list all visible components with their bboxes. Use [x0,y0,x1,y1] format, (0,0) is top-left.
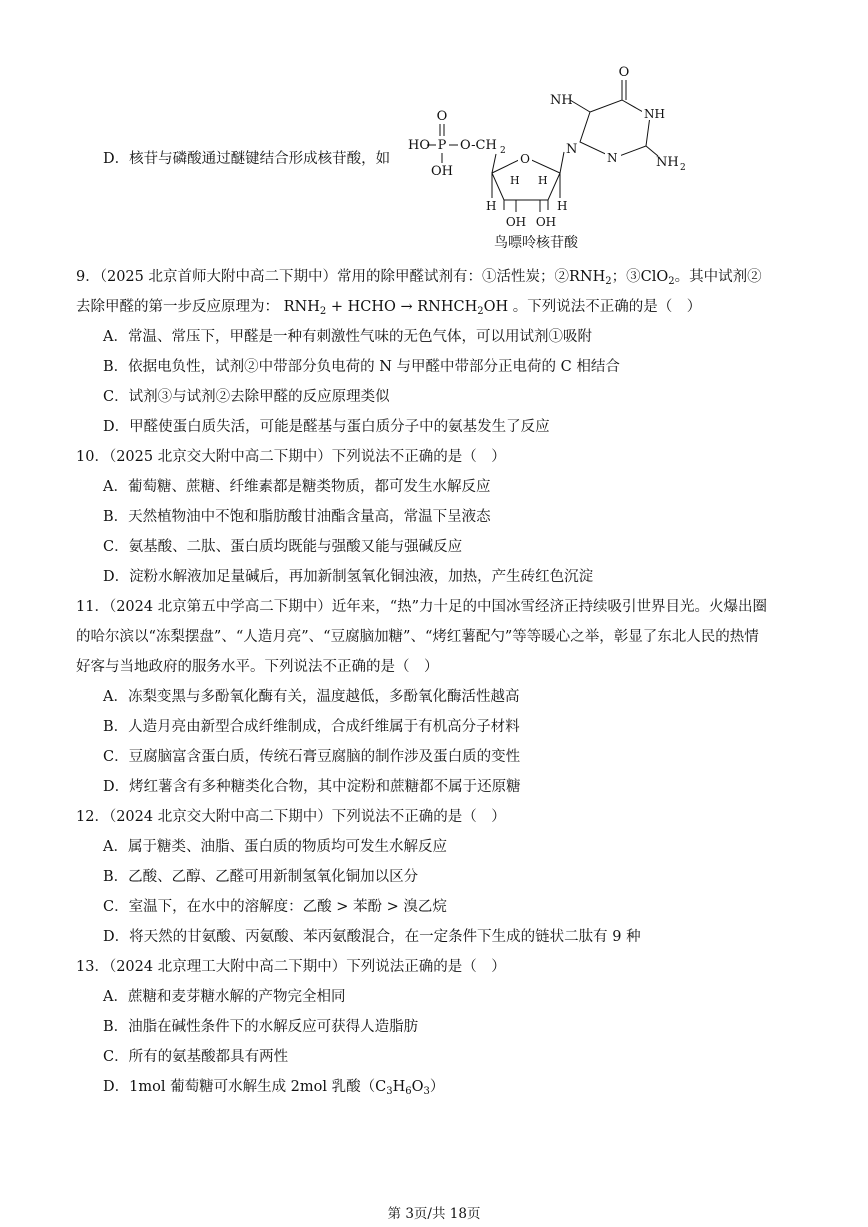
struct-phosphate-ho: HO [408,138,430,153]
struct-oh2: OH [535,215,557,229]
q10-option-c: C．氨基酸、二肽、蛋白质均既能与强酸又能与强碱反应 [103,539,463,555]
q9-option-c: C．试剂③与试剂②去除甲醛的反应原理类似 [103,389,390,405]
q11-stem-line1: 11．（2024 北京第五中学高二下期中）近年来，“热”力十足的中国冰雪经济正持续吸引世界目光。火爆出圈 [76,599,768,615]
q9-option-d: D．甲醛使蛋白质失活，可能是醛基与蛋白质分子中的氨基发生了反应 [103,419,550,435]
q10-option-d: D．淀粉水解液加足量碱后，再加新制氢氧化铜浊液，加热，产生砖红色沉淀 [103,569,594,585]
struct-ketone-o: O [618,65,630,80]
struct-h4: H [557,199,568,213]
q10-emphasis: 不 [389,449,405,465]
q11-stem-line3: 好客与当地政府的服务水平。下列说法不正确的是（ ） [76,659,439,675]
q12-option-d: D．将天然的甘氨酸、丙氨酸、苯丙氨酸混合，在一定条件下生成的链状二肽有 9 种 [103,929,641,945]
q11-option-d: D．烤红薯含有多种糖类化合物，其中淀粉和蔗糖都不属于还原糖 [103,779,521,795]
struct-caption: 鸟嘌呤核苷酸 [494,235,578,251]
q12-option-c: C．室温下，在水中的溶解度：乙酸 > 苯酚 > 溴乙烷 [103,899,447,915]
q11-option-c: C．豆腐脑富含蛋白质，传统石膏豆腐脑的制作涉及蛋白质的变性 [103,749,521,765]
guanine-nucleotide-structure [400,60,700,260]
struct-ring-o: O [520,152,530,166]
struct-nh2: NH [656,155,679,170]
q13-option-d: D．1mol 葡萄糖可水解生成 2mol 乳酸$(C_3H_6O_3)$ [103,1079,445,1097]
q11-option-a: A．冻梨变黑与多酚氧化酶有关，温度越低，多酚氧化酶活性越高 [103,689,520,705]
struct-phosphate-p: P [437,138,447,153]
q10-stem: 10．（2025 北京交大附中高二下期中）下列说法不正确的是（ ） [76,449,506,465]
q12-option-a: A．属于糖类、油脂、蛋白质的物质均可发生水解反应 [103,839,447,855]
struct-h2: H [538,174,548,187]
struct-nh2-sub: 2 [680,163,686,173]
struct-n-ring: N [566,142,578,157]
struct-phosphate-oh: OH [431,164,453,179]
q13-option-c: C．所有的氨基酸都具有两性 [103,1049,289,1065]
q11-option-b: B．人造月亮由新型合成纤维制成，合成纤维属于有机高分子材料 [103,719,520,735]
q10-option-b: B．天然植物油中不饱和脂肪酸甘油酯含量高，常温下呈液态 [103,509,491,525]
struct-h3: H [486,199,497,213]
q11-stem-line2: 的哈尔滨以“冻梨摆盘”、“人造月亮”、“豆腐脑加糖”、“烤红薯配勺”等等暖心之举，彰显了东北人民的热情 [76,629,759,645]
q9-stem-line2: 去除甲醛的第一步反应原理为： $RNH_2$ + HCHO → $RNHCH_2OH$ 。下列说法不正确的是（ ） [76,299,702,317]
struct-nh-ring: NH [644,107,665,121]
q13-option-a: A．蔗糖和麦芽糖水解的产物完全相同 [103,989,346,1005]
struct-ch2-sub: 2 [500,146,506,156]
page-footer: 第 3页/共 18页 [387,1206,481,1222]
q13-stem: 13．（2024 北京理工大附中高二下期中）下列说法正确的是（ ） [76,959,506,975]
struct-h1: H [510,174,520,187]
q8-option-d-text: D．核苷与磷酸通过醚键结合形成核苷酸，如 [103,151,391,167]
q13-option-b: B．油脂在碱性条件下的水解反应可获得人造脂肪 [103,1019,419,1035]
struct-phosphate-o-top: O [436,109,448,124]
q9-stem-line1: 9．（2025 北京首师大附中高二下期中）常用的除甲醛试剂有：①活性炭；$②RNH_2$；③ClO$_2$。其中试剂② [76,269,762,287]
q10-option-a: A．葡萄糖、蔗糖、纤维素都是糖类物质，都可发生水解反应 [103,479,491,495]
q9-option-a: A．常温、常压下，甲醛是一种有刺激性气味的无色气体，可以用试剂①吸附 [103,329,592,345]
q12-emphasis: 不 [389,809,405,825]
struct-amine-group: NH [550,93,573,108]
q9-option-b: B．依据电负性，试剂②中带部分负电荷的 N 与甲醛中带部分正电荷的 C 相结合 [103,359,620,375]
q12-option-b: B．乙酸、乙醇、乙醛可用新制氢氧化铜加以区分 [103,869,419,885]
q12-stem: 12．（2024 北京交大附中高二下期中）下列说法不正确的是（ ） [76,809,506,825]
struct-n-ring2: N [607,151,618,165]
struct-oh1: OH [505,215,527,229]
struct-phosphate-link: O-CH [460,138,497,153]
